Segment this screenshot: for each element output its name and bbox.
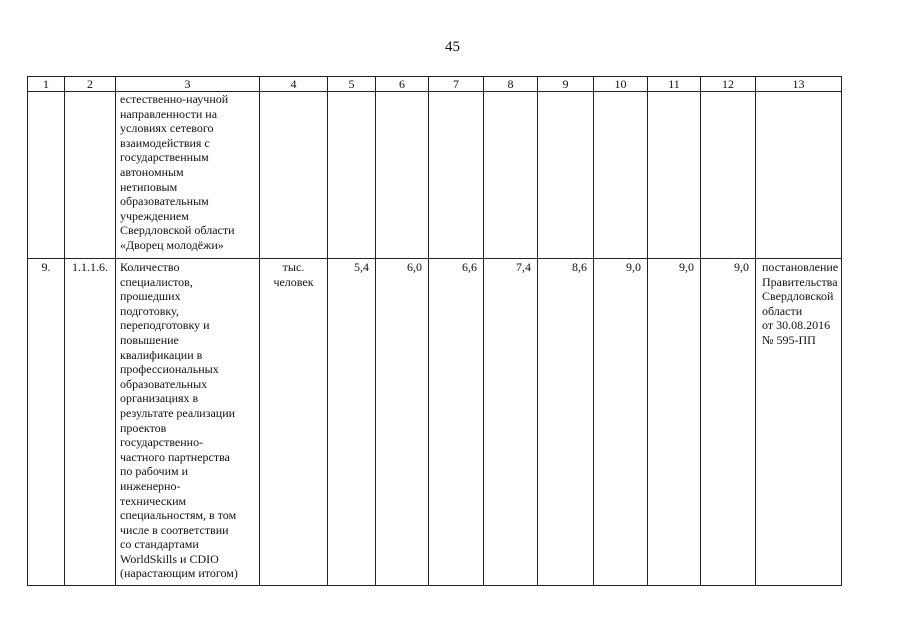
row-basis-cell: [756, 92, 842, 259]
header-cell: 11: [648, 77, 701, 92]
value-cell: 6,0: [376, 259, 429, 586]
value-cell: 9,0: [594, 259, 648, 586]
header-cell: 2: [65, 77, 116, 92]
value-cell: [538, 92, 594, 259]
value-cell: 6,6: [429, 259, 484, 586]
value-cell: 9,0: [701, 259, 756, 586]
header-cell: 8: [484, 77, 538, 92]
row-code-cell: 1.1.1.6.: [65, 259, 116, 586]
value-cell: [429, 92, 484, 259]
value-cell: [594, 92, 648, 259]
value-cell: 8,6: [538, 259, 594, 586]
table-row: [28, 92, 842, 259]
header-cell: 4: [260, 77, 328, 92]
row-description-cell: Количество специалистов, прошедших подготовку, переподготовку и повышение квалификации в профессиональных образовательных организациях в результате реализации проектов государственно- частного партнерства по рабочим и инженерно- техническим специальностям, в том числе в соответствии со стандартами WorldSkills и CDIO (нарастающим итогом): [116, 259, 260, 586]
row-basis-cell: постановление Правительства Свердловской области от 30.08.2016 № 595-ПП: [756, 259, 842, 586]
row-number-cell: 9.: [28, 259, 65, 586]
header-cell: 5: [328, 77, 376, 92]
row-description-cell: естественно-научной направленности на условиях сетевого взаимодействия с государственным автономным нетиповым образовательным учреждением Свердловской области «Дворец молодёжи»: [116, 92, 260, 259]
header-cell: 9: [538, 77, 594, 92]
header-cell: 3: [116, 77, 260, 92]
header-cell: 13: [756, 77, 842, 92]
header-row: [28, 77, 842, 92]
header-cell: 12: [701, 77, 756, 92]
value-cell: [328, 92, 376, 259]
table-row: [28, 259, 842, 586]
row-number-cell: [28, 92, 65, 259]
header-cell: 10: [594, 77, 648, 92]
value-cell: [701, 92, 756, 259]
row-unit-cell: [260, 92, 328, 259]
value-cell: [376, 92, 429, 259]
value-cell: [648, 92, 701, 259]
value-cell: [484, 92, 538, 259]
page-number: 45: [445, 39, 460, 55]
indicators-table: [27, 76, 842, 586]
value-cell: 9,0: [648, 259, 701, 586]
value-cell: 5,4: [328, 259, 376, 586]
header-cell: 1: [28, 77, 65, 92]
row-unit-cell: тыс. человек: [260, 259, 328, 586]
row-code-cell: [65, 92, 116, 259]
header-cell: 7: [429, 77, 484, 92]
header-cell: 6: [376, 77, 429, 92]
value-cell: 7,4: [484, 259, 538, 586]
